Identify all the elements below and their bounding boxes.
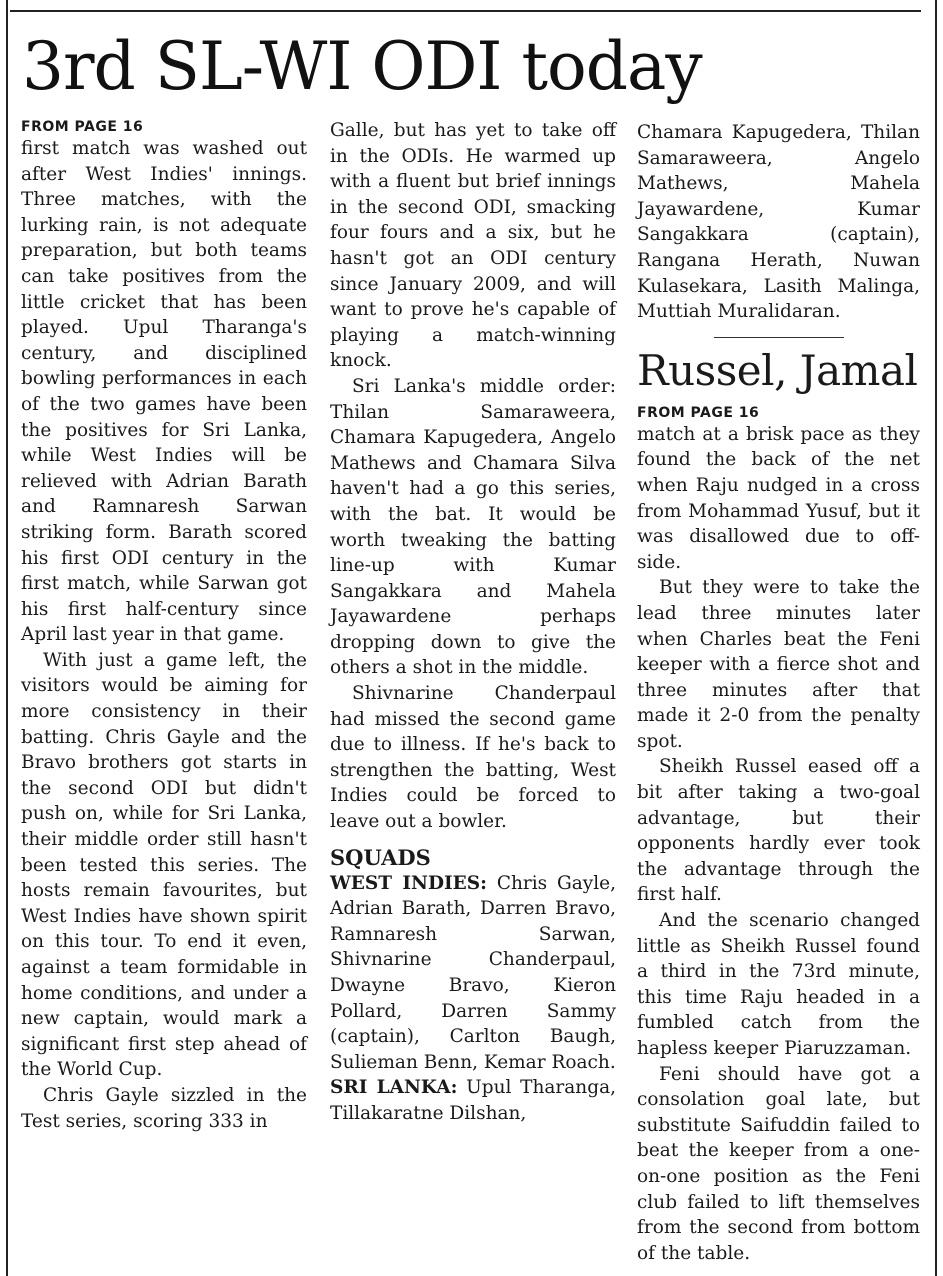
top-rule	[10, 10, 921, 12]
left-border	[6, 0, 8, 1276]
article-paragraph: But they were to take the lead three minutes later when Charles beat the Feni keeper with a fierce shot and three minutes after that made it 2-0 from the penalty spot.	[637, 577, 920, 752]
article-headline: 3rd SL-WI ODI today	[22, 28, 702, 105]
squads-heading: SQUADS	[330, 844, 431, 870]
team-label: WEST INDIES:	[330, 872, 487, 894]
team-players: Upul Tharanga, Tillakaratne Dilshan,	[330, 1077, 616, 1124]
article-paragraph: Shivnarine Chanderpaul had missed the second game due to illness. If he's back to strengthen the batting, West Indies could be forced to leave out a bowler.	[330, 683, 616, 833]
article-paragraph: With just a game left, the visitors would be aiming for more consistency in their batting. Chris Gayle and the Bravo brothers got starts in the second ODI but didn't push on, while for Sri Lanka, their middle order still hasn't been tested this series. The hosts remain favourites, but West Indies have shown spirit on this tour. To end it even, against a team formidable in home conditions, and under a new captain, would mark a significant first step ahead of the World Cup.	[21, 649, 307, 1081]
squad-sri-lanka	[330, 1075, 616, 1126]
article-paragraph: first match was washed out after West Indies' innings. Three matches, with the lurking rain, is not adequate preparation, but both teams can take positives from the little cricket that has been played. Upul Tharanga's century, and disciplined bowling performances in each of the two games have been the positives for Sri Lanka, while West Indies will be relieved with Adrian Barath and Ramnaresh Sarwan striking form. Barath scored his first ODI century in the first match, while Sarwan got his first half-century since April last year in that game.	[21, 138, 307, 646]
team-players: Chris Gayle, Adrian Barath, Darren Bravo, Ramnaresh Sarwan, Shivnarine Chanderpaul, Dwayne Bravo, Kieron Pollard, Darren Sammy (captain), Carlton Baugh, Sulieman Benn, Kemar Roach.	[330, 872, 617, 1073]
squad-west-indies	[330, 871, 616, 1076]
article-divider	[714, 337, 844, 338]
second-article-headline: Russel, Jamal	[637, 345, 918, 395]
second-article-kicker: FROM PAGE 16	[637, 404, 760, 421]
squad-sri-lanka-continued: Chamara Kapugedera, Thilan Samaraweera, Angelo Mathews, Mahela Jayawardene, Kumar Sangakkara (captain), Rangana Herath, Nuwan Kulasekara, Lasith Malinga, Muttiah Muralidaran.	[637, 122, 920, 323]
article-paragraph: match at a brisk pace as they found the back of the net when Raju nudged in a cross from Mohammad Yusuf, but it was disallowed due to off-side.	[637, 423, 920, 573]
article-column-3	[637, 120, 920, 1266]
article-column-2	[330, 118, 616, 1127]
article-paragraph: Galle, but has yet to take off in the ODIs. He warmed up with a fluent but brief innings in the second ODI, smacking four fours and a six, but he hasn't got an ODI century since January 2009, and will want to prove he's capable of playing a match-winning knock.	[330, 120, 616, 372]
article-column-1	[21, 118, 307, 1134]
article-kicker: FROM PAGE 16	[21, 119, 144, 135]
article-paragraph: Sri Lanka's middle order: Thilan Samaraweera, Chamara Kapugedera, Angelo Mathews and Chamara Silva haven't had a go this series, with the bat. It would be worth tweaking the batting line-up with Kumar Sangakkara and Mahela Jayawardene perhaps dropping down to give the others a shot in the middle.	[330, 375, 616, 679]
right-border	[935, 0, 937, 1276]
team-label: SRI LANKA:	[330, 1077, 458, 1099]
article-paragraph: And the scenario changed little as Sheikh Russel found a third in the 73rd minute, this time Raju headed in a fumbled catch from the hapless keeper Piaruzzaman.	[637, 910, 920, 1059]
article-paragraph: Sheikh Russel eased off a bit after taking a two-goal advantage, but their opponents hardly ever took the advantage through the first half.	[637, 756, 920, 906]
article-paragraph: Chris Gayle sizzled in the Test series, scoring 333 in	[21, 1084, 307, 1132]
article-paragraph: Feni should have got a consolation goal late, but substitute Saifuddin failed to beat the keeper from a one-on-one position as the Feni club failed to lift themselves from the second from bottom of the table.	[637, 1063, 920, 1264]
